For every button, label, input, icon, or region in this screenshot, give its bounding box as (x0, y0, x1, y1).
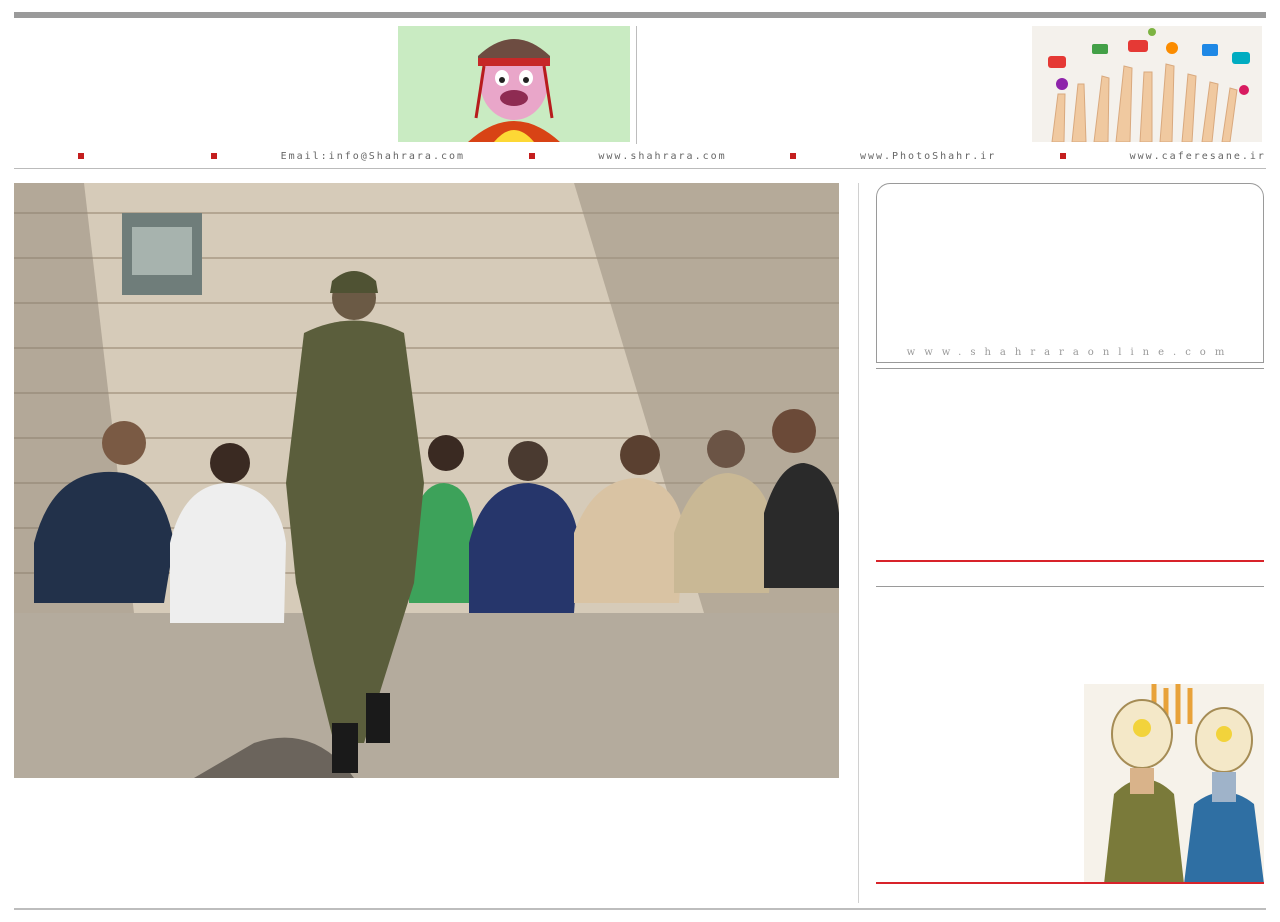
bottom-rule (14, 908, 1266, 910)
inventor-article-image (1084, 684, 1264, 884)
photo-credit (0, 724, 12, 784)
main-photo (14, 183, 839, 778)
inventor-article-rule (876, 882, 1264, 884)
contact-caferesane: www.caferesane.ir (1129, 150, 1266, 162)
inventor-illustration (1084, 684, 1264, 884)
promo-divider (636, 26, 637, 144)
puppet-illustration (398, 26, 630, 142)
raised-hands-illustration (1032, 26, 1262, 142)
masthead (876, 183, 1264, 363)
contact-strip (14, 148, 1266, 164)
detainees-photo (14, 183, 839, 778)
top-rule (14, 12, 1266, 18)
column-divider (858, 183, 859, 903)
contact-rule (14, 168, 1266, 169)
masthead-website: www.shahraraonline.com (906, 347, 1234, 358)
contact-website: www.shahrara.com (598, 150, 727, 162)
masthead-rule (876, 368, 1264, 369)
promo-puppet-image (398, 26, 630, 142)
contact-photoshahr: www.PhotoShahr.ir (859, 150, 997, 162)
contact-email: Email:info@Shahrara.com (280, 150, 466, 162)
sport-article-bottom-rule (876, 586, 1264, 587)
promo-social-image (1032, 26, 1262, 142)
sport-article-rule (876, 560, 1264, 562)
